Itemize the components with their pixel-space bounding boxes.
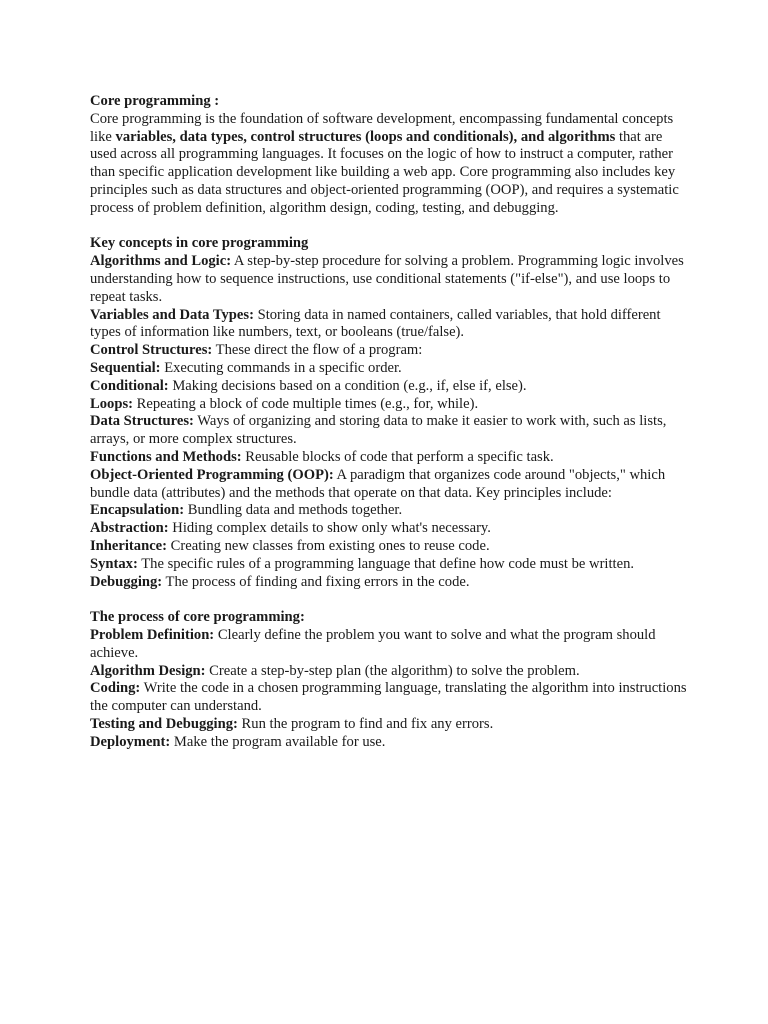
process-term: Testing and Debugging:: [90, 715, 238, 732]
process-text: Create a step-by-step plan (the algorithm) to solve the problem.: [205, 662, 580, 679]
concept-term: Abstraction:: [90, 520, 169, 537]
process-item: [90, 716, 690, 734]
intro-heading-text: Core programming :: [90, 93, 220, 109]
concept-item: [90, 502, 690, 520]
concept-text: Creating new classes from existing ones to reuse code.: [167, 537, 490, 554]
process-heading: [90, 609, 690, 627]
concept-text: A step-by-step procedure for solving a problem. Programming logic involves understanding how to sequence instructions, use conditional statements ("if-else"), and use loops to repeat tasks.: [90, 253, 684, 305]
concept-term: Conditional:: [90, 377, 169, 394]
concept-term: Control Structures:: [90, 342, 213, 359]
concept-text: A paradigm that organizes code around "objects," which bundle data (attributes) and the methods that operate on that data. Key principles include:: [90, 466, 666, 501]
process-item: [90, 680, 690, 716]
concept-term: Algorithms and Logic:: [90, 253, 232, 270]
concept-term: Syntax:: [90, 555, 138, 572]
concept-item: [90, 307, 690, 343]
concepts-heading: [90, 235, 690, 253]
section-gap: [90, 218, 690, 236]
concept-item: [90, 396, 690, 414]
process-text: Clearly define the problem you want to solve and what the program should achieve.: [90, 626, 656, 661]
concept-item: [90, 378, 690, 396]
concept-item: [90, 574, 690, 592]
concept-text: The specific rules of a programming language that define how code must be written.: [137, 555, 635, 572]
process-text: Make the program available for use.: [170, 733, 386, 750]
concept-term: Variables and Data Types:: [90, 306, 254, 323]
section-gap: [90, 591, 690, 609]
process-item: [90, 627, 690, 663]
intro-text-bold: variables, data types, control structures (loops and conditionals), and algorithms: [115, 128, 616, 145]
concept-term: Debugging:: [90, 573, 163, 590]
concept-item: [90, 413, 690, 449]
process-term: Algorithm Design:: [90, 662, 206, 679]
concept-text: Storing data in named containers, called variables, that hold different types of information like numbers, text, or booleans (true/false).: [90, 306, 661, 341]
concept-text: Bundling data and methods together.: [184, 502, 403, 519]
concept-text: Executing commands in a specific order.: [160, 359, 402, 376]
process-term: Deployment:: [90, 733, 171, 750]
concept-text: The process of finding and fixing errors in the code.: [162, 573, 470, 590]
concept-item: [90, 556, 690, 574]
concept-item: [90, 253, 690, 306]
process-term: Coding:: [90, 680, 141, 697]
concepts-heading-text: Key concepts in core programming: [90, 235, 309, 252]
concept-text: Repeating a block of code multiple times (e.g., for, while).: [132, 395, 479, 412]
process-heading-text: The process of core programming:: [90, 609, 305, 626]
concept-term: Functions and Methods:: [90, 448, 242, 465]
concept-item: [90, 520, 690, 538]
concept-item: [90, 342, 690, 360]
concept-text: Reusable blocks of code that perform a specific task.: [241, 448, 554, 465]
process-text: Write the code in a chosen programming language, translating the algorithm into instructions the computer can understand.: [90, 680, 687, 715]
process-term: Problem Definition:: [90, 626, 215, 643]
document-page: [90, 93, 690, 751]
concept-text: Ways of organizing and storing data to make it easier to work with, such as lists, arrays, or more complex structures.: [90, 413, 667, 448]
concept-item: [90, 538, 690, 556]
process-list: [90, 627, 690, 752]
concept-item: [90, 360, 690, 378]
concept-term: Inheritance:: [90, 537, 168, 554]
concept-term: Object-Oriented Programming (OOP):: [90, 466, 334, 483]
concept-text: These direct the flow of a program:: [212, 342, 423, 359]
intro-heading: [90, 93, 690, 111]
intro-paragraph: [90, 111, 690, 218]
concept-term: Sequential:: [90, 359, 161, 376]
concept-term: Loops:: [90, 395, 133, 412]
concept-text: Making decisions based on a condition (e.g., if, else if, else).: [168, 377, 527, 394]
concept-text: Hiding complex details to show only what's necessary.: [168, 520, 491, 537]
concept-item: [90, 449, 690, 467]
process-item: [90, 734, 690, 752]
concept-item: [90, 467, 690, 503]
concepts-list: [90, 253, 690, 591]
process-item: [90, 663, 690, 681]
intro-text-start: Core programming is the foundation of software development, encompassing fundamental concepts like: [90, 110, 674, 145]
intro-text-rest: that are used across all programming languages. It focuses on the logic of how to instruct a computer, rather than specific application development like building a web app. Core programming also includes key principles such as data structures and object-oriented programming (OOP), and requires a systematic process of problem definition, algorithm design, coding, testing, and debugging.: [90, 128, 679, 216]
process-text: Run the program to find and fix any errors.: [237, 715, 494, 732]
concept-term: Encapsulation:: [90, 502, 185, 519]
concept-term: Data Structures:: [90, 413, 194, 430]
